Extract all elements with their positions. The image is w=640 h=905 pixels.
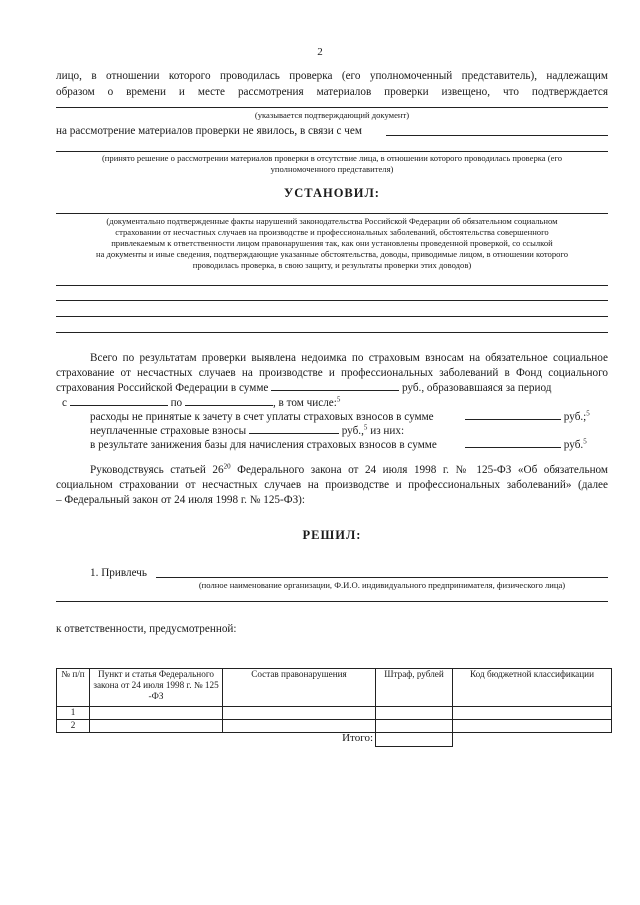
row-cell[interactable] xyxy=(376,720,453,733)
total-empty-cell xyxy=(453,733,612,747)
fill-line-organization-2 xyxy=(56,601,608,602)
header-article: Пункт и статья Федерального закона от 24 июля 1998 г. № 125 -ФЗ xyxy=(90,669,223,707)
intro-line-1: лицо, в отношении которого проводилась проверка (его уполномоченный представитель), надлежащим xyxy=(56,70,608,82)
totals-line-1: Всего по результатам проверки выявлена недоимка по страховым взносам на обязательное социальное xyxy=(90,352,608,364)
item-understatement-amount xyxy=(465,437,587,453)
responsibility-label: к ответственности, предусмотренной: xyxy=(56,623,237,635)
row-cell[interactable] xyxy=(90,707,223,720)
fill-line-document xyxy=(56,107,608,108)
header-fine: Штраф, рублей xyxy=(376,669,453,707)
row-cell[interactable] xyxy=(223,720,376,733)
guided-text-a: Руководствуясь статьей 26 xyxy=(90,464,224,476)
page-number: 2 xyxy=(317,46,323,58)
caption-absence-l1: (принято решение о рассмотрении материалов проверки в отсутствие лица, в отношении которого проводилась проверка (его xyxy=(101,153,563,163)
fill-line-organization xyxy=(156,577,608,578)
understatement-unit: руб. xyxy=(563,439,584,451)
unpaid-blank[interactable] xyxy=(249,423,339,434)
to-label: по xyxy=(170,397,183,409)
caption-facts-l5: проводилась проверка, в свою защиту, и результаты проверки этих доводов) xyxy=(192,260,472,270)
item-expenses: расходы не принятые к зачету в счет уплаты страховых взносов в сумме xyxy=(90,411,434,423)
guided-text-b: Федерального закона от 24 июля 1998 г. № 125-ФЗ «Об обязательном xyxy=(237,464,609,476)
table-row xyxy=(57,720,612,733)
caption-document: (указывается подтверждающий документ) xyxy=(254,110,410,120)
row-num: 1 xyxy=(57,707,90,720)
caption-facts-l3: привлекаемым к ответственности лицом правонарушения так, как они установлены проведенной проверкой, со ссылкой xyxy=(111,238,553,248)
from-label: с xyxy=(62,397,67,409)
fill-line-2 xyxy=(56,300,608,301)
row-cell[interactable] xyxy=(376,707,453,720)
intro-line-2: образом о времени и месте рассмотрения материалов проверки извещено, что подтверждается xyxy=(56,86,608,98)
footnote-ref: 5 xyxy=(336,395,341,404)
total-fine-cell[interactable] xyxy=(376,733,453,747)
guided-line-1 xyxy=(90,462,608,478)
caption-facts-l4: на документы и иные сведения, подтверждающие указанные обстоятельства, доводы, приводимые лицом, в отношении которого xyxy=(95,249,569,259)
guided-line-2: социальном страховании от несчастных случаев на производстве и профессиональных заболеваний» (далее xyxy=(56,479,608,491)
violations-table xyxy=(56,668,612,747)
total-label: Итого: xyxy=(57,733,376,747)
from-date-blank[interactable] xyxy=(70,395,168,406)
row-cell[interactable] xyxy=(453,707,612,720)
including-label: , в том числе: xyxy=(272,397,337,409)
header-num: № п/п xyxy=(57,669,90,707)
footnote-ref: 5 xyxy=(583,437,587,446)
table-total-row xyxy=(57,733,612,747)
footnote-ref: 5 xyxy=(586,409,590,418)
footnote-ref: 5 xyxy=(363,423,368,432)
unpaid-label: неуплаченные страховые взносы xyxy=(90,425,247,437)
guided-line-3: – Федеральный закон от 24 июля 1998 г. № 125-ФЗ): xyxy=(56,494,306,506)
caption-absence-l2: уполномоченного представителя) xyxy=(270,164,394,174)
understatement-blank[interactable] xyxy=(465,437,561,448)
caption-organization: (полное наименование организации, Ф.И.О. индивидуального предпринимателя, физического лица) xyxy=(198,580,566,590)
unpaid-tail: из них: xyxy=(370,425,405,437)
totals-line-3 xyxy=(56,380,551,396)
row-num: 2 xyxy=(57,720,90,733)
item-understatement: в результате занижения базы для начисления страховых взносов в сумме xyxy=(90,439,437,451)
totals-line-2: страхование от несчастных случаев на производстве и профессиональных заболеваний в Фонд социального xyxy=(56,367,608,379)
totals-period-label: руб., образовавшаяся за период xyxy=(401,382,552,394)
caption-facts-l2: страховании от несчастных случаев на производстве и профессиональных заболеваний, обстоятельства совершенного xyxy=(115,227,549,237)
to-date-blank[interactable] xyxy=(185,395,273,406)
header-kbk: Код бюджетной классификации xyxy=(453,669,612,707)
item-1-label: 1. Привлечь xyxy=(90,567,147,579)
guided-sup: 20 xyxy=(223,462,231,471)
unpaid-unit: руб., xyxy=(341,425,364,437)
fill-line-1 xyxy=(56,285,608,286)
fill-line-reason xyxy=(386,135,608,136)
row-cell[interactable] xyxy=(453,720,612,733)
intro-line-3: на рассмотрение материалов проверки не явилось, в связи с чем xyxy=(56,125,362,137)
table-header-row xyxy=(57,669,612,707)
header-offense: Состав правонарушения xyxy=(223,669,376,707)
row-cell[interactable] xyxy=(90,720,223,733)
expenses-blank[interactable] xyxy=(465,409,561,420)
fill-line-3 xyxy=(56,316,608,317)
sum-blank[interactable] xyxy=(271,380,399,391)
section-title-ustanovil: УСТАНОВИЛ: xyxy=(284,186,380,200)
fill-line-reason-2 xyxy=(56,151,608,152)
expenses-unit: руб.; xyxy=(563,411,587,423)
section-title-reshil: РЕШИЛ: xyxy=(302,528,362,542)
item-expenses-amount xyxy=(465,409,590,425)
totals-sum-label: страхования Российской Федерации в сумме xyxy=(56,382,269,394)
caption-facts-l1: (документально подтвержденные факты нарушений законодательства Российской Федерации об обязательном социальном xyxy=(106,216,558,226)
row-cell[interactable] xyxy=(223,707,376,720)
fill-line-facts xyxy=(56,213,608,214)
table-row xyxy=(57,707,612,720)
fill-line-4 xyxy=(56,332,608,333)
